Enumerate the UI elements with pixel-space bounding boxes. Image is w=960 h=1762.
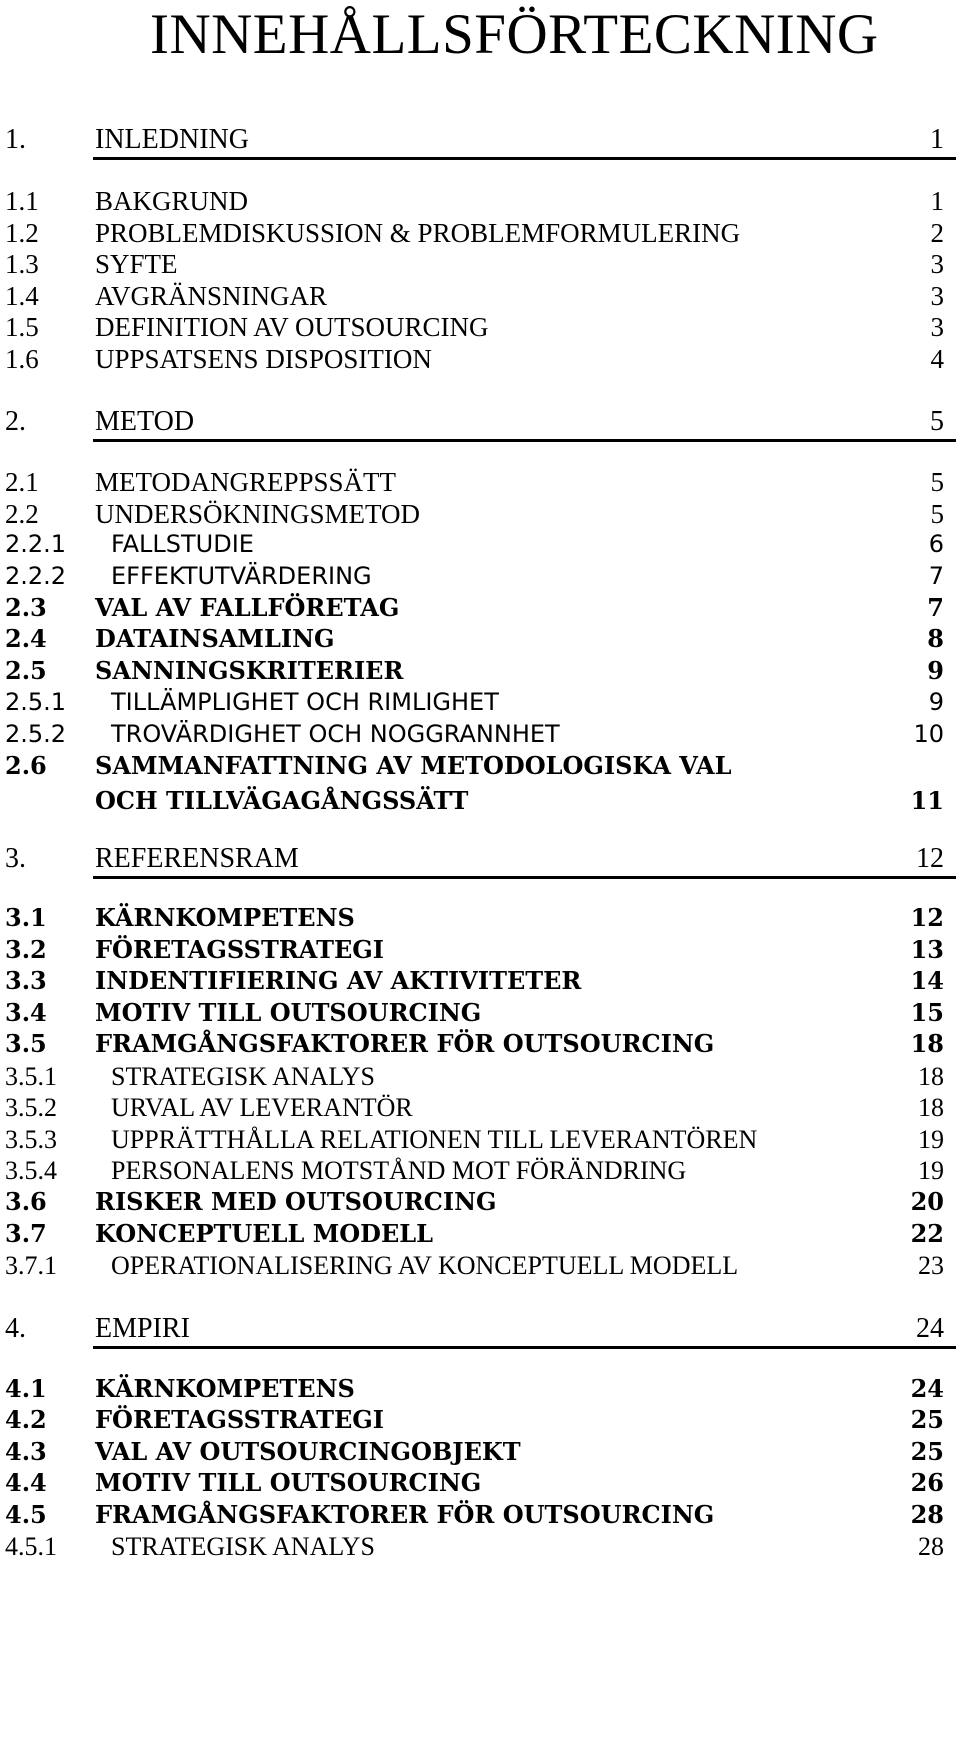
- toc-chapter[interactable]: [0, 845, 960, 885]
- toc-entry-number: 3.5: [5, 1029, 47, 1058]
- toc-entry-title: FÖRETAGSSTRATEGI: [95, 1405, 384, 1434]
- toc-entry-number: 3.6: [5, 1187, 47, 1216]
- toc-entry-page-number: 7: [928, 562, 944, 590]
- toc-entry-title: TILLÄMPLIGHET OCH RIMLIGHET: [111, 688, 499, 716]
- toc-entry-title: METOD: [95, 406, 195, 437]
- toc-entry-number: 2.4: [5, 624, 47, 653]
- toc-entry-page-number: 24: [916, 1313, 944, 1344]
- toc-entry-page-number: 19: [918, 1125, 944, 1154]
- toc-entry-page-number: 12: [916, 843, 944, 874]
- toc-entry-page-number: 5: [930, 467, 944, 497]
- toc-entry-number: 2.: [5, 406, 26, 437]
- toc-entry-page-number: 1: [930, 186, 944, 216]
- toc-entry-page-number: 20: [910, 1187, 944, 1216]
- toc-entry-number: 3.5.3: [5, 1125, 57, 1154]
- toc-entry-number: 3.7.1: [5, 1251, 57, 1280]
- toc-entry-number: 2.2.1: [5, 530, 67, 558]
- toc-entry-number: 1.5: [5, 312, 39, 342]
- toc-chapter[interactable]: [0, 408, 960, 448]
- toc-entry-title: STRATEGISK ANALYS: [111, 1062, 375, 1091]
- toc-entry-title: URVAL AV LEVERANTÖR: [111, 1093, 413, 1122]
- toc-entry-title: FALLSTUDIE: [111, 530, 254, 558]
- toc-entry-title: KÄRNKOMPETENS: [95, 903, 355, 932]
- toc-entry-title: SAMMANFATTNING AV METODOLOGISKA VAL: [95, 751, 732, 780]
- toc-chapter[interactable]: [0, 1315, 960, 1355]
- toc-entry-number: 2.3: [5, 593, 47, 622]
- toc-entry-page-number: 3: [930, 249, 944, 279]
- toc-chapter[interactable]: [0, 126, 960, 166]
- toc-entry-title: METODANGREPPSSÄTT: [95, 467, 397, 497]
- toc-entry-number: 2.5.2: [5, 720, 67, 748]
- toc-entry-page-number: 28: [910, 1500, 944, 1529]
- toc-entry-page-number: 5: [930, 406, 944, 437]
- toc-entry-title: VAL AV FALLFÖRETAG: [95, 593, 400, 622]
- toc-entry-page-number: 2: [930, 218, 944, 248]
- toc-entry-page-number: 24: [910, 1374, 944, 1403]
- toc-entry-number: 4.4: [5, 1468, 47, 1497]
- toc-entry-page-number: 14: [910, 966, 944, 995]
- toc-entry-number: 3.5.4: [5, 1156, 57, 1185]
- toc-entry-title: INDENTIFIERING AV AKTIVITETER: [95, 966, 582, 995]
- chapter-underline: [93, 157, 956, 160]
- toc-entry-number: 4.5.1: [5, 1532, 57, 1561]
- toc-entry-number: 3.1: [5, 903, 47, 932]
- toc-entry-title: DATAINSAMLING: [95, 624, 335, 653]
- toc-entry-number: 3.7: [5, 1219, 47, 1248]
- toc-entry-page-number: 6: [928, 530, 944, 558]
- toc-entry-title: FRAMGÅNGSFAKTORER FÖR OUTSOURCING: [95, 1500, 715, 1529]
- toc-entry-number: 2.1: [5, 467, 39, 497]
- toc-entry-number: 2.5.1: [5, 688, 67, 716]
- toc-entry-title: KÄRNKOMPETENS: [95, 1374, 355, 1403]
- toc-entry-number: 3.5.2: [5, 1093, 57, 1122]
- toc-entry-title: AVGRÄNSNINGAR: [95, 281, 328, 311]
- toc-entry-title: PROBLEMDISKUSSION & PROBLEMFORMULERING: [95, 218, 741, 248]
- toc-entry-page-number: 15: [910, 998, 944, 1027]
- toc-entry-page-number: 23: [918, 1251, 944, 1280]
- toc-entry-number: 2.2: [5, 499, 39, 529]
- toc-entry-title: EFFEKTUTVÄRDERING: [111, 562, 372, 590]
- toc-entry-number: 2.2.2: [5, 562, 67, 590]
- toc-entry-title: EMPIRI: [95, 1313, 190, 1344]
- toc-entry-number: 1.: [5, 124, 26, 155]
- toc-entry-page-number: 25: [910, 1405, 944, 1434]
- toc-entry-number: 1.1: [5, 186, 39, 216]
- toc-entry-title: VAL AV OUTSOURCINGOBJEKT: [95, 1437, 521, 1466]
- toc-entry-page-number: 9: [927, 656, 944, 685]
- toc-entry-title: FÖRETAGSSTRATEGI: [95, 935, 384, 964]
- toc-entry-number: 2.6: [5, 751, 47, 780]
- toc-entry-number: 4.2: [5, 1405, 47, 1434]
- toc-entry-title: STRATEGISK ANALYS: [111, 1532, 375, 1561]
- toc-entry-page-number: 18: [918, 1062, 944, 1091]
- toc-entry-title: SANNINGSKRITERIER: [95, 656, 404, 685]
- toc-entry-title: RISKER MED OUTSOURCING: [95, 1187, 497, 1216]
- chapter-underline: [93, 439, 956, 442]
- toc-entry-title: INLEDNING: [95, 124, 249, 155]
- toc-entry-page-number: 19: [918, 1156, 944, 1185]
- toc-entry-page-number: 10: [913, 720, 944, 748]
- toc-entry-number: 1.2: [5, 218, 39, 248]
- toc-entry-title: DEFINITION AV OUTSOURCING: [95, 312, 489, 342]
- toc-entry-number: 1.4: [5, 281, 39, 311]
- toc-entry-title: FRAMGÅNGSFAKTORER FÖR OUTSOURCING: [95, 1029, 715, 1058]
- toc-entry-number: 1.3: [5, 249, 39, 279]
- toc-entry-title: SYFTE: [95, 249, 178, 279]
- toc-entry-number: 1.6: [5, 344, 39, 374]
- toc-entry-number: 4.3: [5, 1437, 47, 1466]
- toc-entry-page-number: 13: [910, 935, 944, 964]
- toc-entry-title: BAKGRUND: [95, 186, 249, 216]
- toc-entry-number: 3.5.1: [5, 1062, 57, 1091]
- toc-entry-title-continued: OCH TILLVÄGAGÅNGSSÄTT: [95, 786, 469, 815]
- toc-entry-title: REFERENSRAM: [95, 843, 299, 874]
- toc-entry-number: 4.1: [5, 1374, 47, 1403]
- toc-entry-title: KONCEPTUELL MODELL: [95, 1219, 434, 1248]
- chapter-underline: [93, 876, 956, 879]
- toc-entry-title: MOTIV TILL OUTSOURCING: [95, 998, 482, 1027]
- toc-entry-page-number: 28: [918, 1532, 944, 1561]
- toc-entry-number: 4.5: [5, 1500, 47, 1529]
- toc-entry-page-number: 22: [910, 1219, 944, 1248]
- toc-entry-number: 3.: [5, 843, 26, 874]
- toc-entry-number: 3.4: [5, 998, 47, 1027]
- toc-entry-number: 3.2: [5, 935, 47, 964]
- toc-entry-page-number: 1: [930, 124, 944, 155]
- toc-entry-title: UNDERSÖKNINGSMETOD: [95, 499, 421, 529]
- toc-entry-page-number: 26: [910, 1468, 944, 1497]
- toc-entry-page-number: 11: [910, 786, 944, 815]
- toc-entry-page-number: 7: [927, 593, 944, 622]
- toc-entry-title: PERSONALENS MOTSTÅND MOT FÖRÄNDRING: [111, 1156, 687, 1185]
- toc-entry-page-number: 18: [910, 1029, 944, 1058]
- toc-entry-page-number: 18: [918, 1093, 944, 1122]
- toc-entry-page-number: 4: [930, 344, 944, 374]
- toc-entry-title: TROVÄRDIGHET OCH NOGGRANNHET: [111, 720, 560, 748]
- page-title: INNEHÅLLSFÖRTECKNING: [150, 3, 879, 66]
- toc-entry-page-number: 25: [910, 1437, 944, 1466]
- toc-entry-number: 2.5: [5, 656, 47, 685]
- toc-entry-page-number: 12: [910, 903, 944, 932]
- toc-entry-page-number: 5: [930, 499, 944, 529]
- toc-entry-number: 3.3: [5, 966, 47, 995]
- toc-entry-page-number: 3: [930, 312, 944, 342]
- toc-entry-page-number: 8: [927, 624, 944, 653]
- chapter-underline: [93, 1346, 956, 1349]
- toc-entry-title: OPERATIONALISERING AV KONCEPTUELL MODELL: [111, 1251, 739, 1280]
- toc-entry-page-number: 3: [930, 281, 944, 311]
- toc-entry-title: UPPRÄTTHÅLLA RELATIONEN TILL LEVERANTÖREN: [111, 1125, 758, 1154]
- toc-entry-number: 4.: [5, 1313, 26, 1344]
- toc-entry-title: UPPSATSENS DISPOSITION: [95, 344, 432, 374]
- toc-entry-title: MOTIV TILL OUTSOURCING: [95, 1468, 482, 1497]
- toc-entry-page-number: 9: [928, 688, 944, 716]
